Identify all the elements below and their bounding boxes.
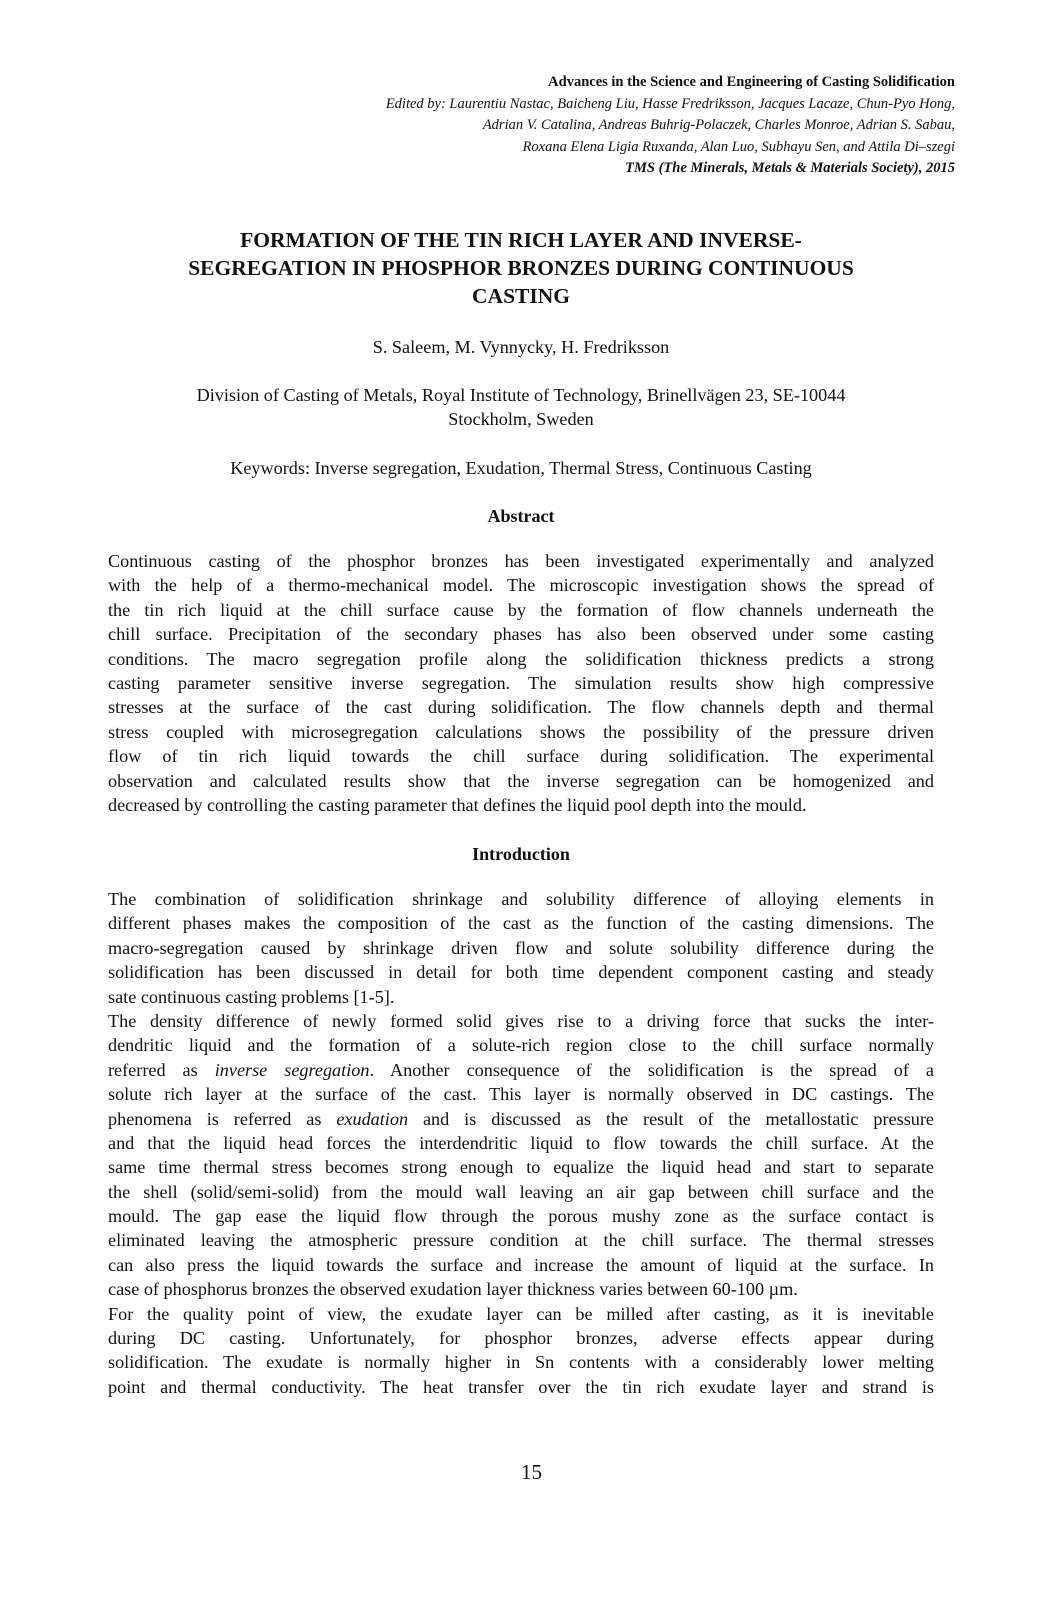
intro-line: same time thermal stress becomes strong enough to equalize the liquid head and start to separate [108, 1157, 934, 1178]
abstract-line: Continuous casting of the phosphor bronzes has been investigated experimentally and analyzed [108, 551, 934, 571]
abstract-line: conditions. The macro segregation profile along the solidification thickness predicts a strong [108, 648, 934, 669]
page-number: 15 [521, 1460, 542, 1484]
intro-line: macro-segregation caused by shrinkage driven flow and solute solubility difference during the [108, 937, 934, 958]
abstract-line: with the help of a thermo-mechanical model. The microscopic investigation shows the spread of [108, 575, 934, 596]
abstract-line: chill surface. Precipitation of the secondary phases has also been observed under some casting [108, 624, 934, 645]
abstract-line: stresses at the surface of the cast during solidification. The flow channels depth and thermal [108, 697, 934, 718]
intro-line: solidification has been discussed in detail for both time dependent component casting and steady [108, 962, 934, 983]
intro-line: The density difference of newly formed solid gives rise to a driving force that sucks the inter- [108, 1010, 934, 1031]
running-header [386, 72, 955, 180]
affiliation [108, 383, 934, 431]
title-line: FORMATION OF THE TIN RICH LAYER AND INVERSE- [240, 228, 802, 252]
intro-line: The combination of solidification shrinkage and solubility difference of alloying elements in [108, 889, 934, 909]
intro-line: different phases makes the composition of the cast as the function of the casting dimensions. The [108, 913, 934, 934]
intro-line: case of phosphorus bronzes the observed exudation layer thickness varies between 60-100 µm. [108, 1279, 798, 1300]
emphasis-term: inverse segregation [214, 1059, 370, 1080]
emphasis-term: exudation [336, 1108, 409, 1129]
keywords-text: Keywords: Inverse segregation, Exudation, Thermal Stress, Continuous Casting [230, 458, 812, 478]
editors-line-3: Roxana Elena Ligia Ruxanda, Alan Luo, Subhayu Sen, and Attila Di–szegi [522, 138, 955, 155]
book-title: Advances in the Science and Engineering of Casting Solidification [548, 74, 955, 90]
intro-line: the shell (solid/semi-solid) from the mould wall leaving an air gap between chill surface and the [108, 1181, 934, 1202]
abstract-line: flow of tin rich liquid towards the chill surface during solidification. The experimental [108, 746, 934, 767]
abstract-line: observation and calculated results show that the inverse segregation can be homogenized and [108, 770, 934, 791]
introduction-body [108, 887, 934, 1399]
abstract-line: the tin rich liquid at the chill surface cause by the formation of flow channels underneath the [108, 599, 934, 620]
text-run: and is discussed as the result of the metallostatic pressure [408, 1108, 935, 1129]
editors-line-1: Edited by: Laurentiu Nastac, Baicheng Liu, Hasse Fredriksson, Jacques Lacaze, Chun-Pyo Hong, [385, 95, 955, 112]
intro-line: and that the liquid head forces the interdendritic liquid to flow towards the chill surface. At the [108, 1132, 934, 1153]
intro-line: mould. The gap ease the liquid flow through the porous mushy zone as the surface contact is [108, 1206, 934, 1227]
authors [108, 335, 934, 359]
affiliation-line: Stockholm, Sweden [448, 409, 594, 430]
introduction-heading: Introduction [472, 844, 570, 864]
intro-line: sate continuous casting problems [1-5]. [108, 986, 395, 1007]
title-line: SEGREGATION IN PHOSPHOR BRONZES DURING CONTINUOUS [188, 256, 854, 280]
keywords [108, 456, 934, 480]
intro-line [108, 1058, 934, 1082]
intro-line: eliminated leaving the atmospheric pressure condition at the chill surface. The thermal stresses [108, 1230, 934, 1251]
authors-text: S. Saleem, M. Vynnycky, H. Fredriksson [372, 337, 670, 357]
text-run: phenomena is referred as [108, 1108, 337, 1129]
abstract-line: decreased by controlling the casting parameter that defines the liquid pool depth into the mould. [108, 794, 807, 815]
intro-line: solidification. The exudate is normally higher in Sn contents with a considerably lower melting [108, 1352, 934, 1373]
intro-line: For the quality point of view, the exudate layer can be milled after casting, as it is inevitable [108, 1303, 934, 1324]
abstract-line: stress coupled with microsegregation calculations shows the possibility of the pressure driven [108, 721, 934, 742]
publisher: TMS (The Minerals, Metals & Materials Society), 2015 [625, 160, 955, 176]
title-line: CASTING [472, 284, 570, 308]
affiliation-line: Division of Casting of Metals, Royal Institute of Technology, Brinellvägen 23, SE-10044 [196, 385, 846, 405]
intro-line: point and thermal conductivity. The heat transfer over the tin rich exudate layer and strand is [108, 1376, 934, 1397]
intro-line: during DC casting. Unfortunately, for phosphor bronzes, adverse effects appear during [108, 1328, 934, 1349]
intro-line: solute rich layer at the surface of the cast. This layer is normally observed in DC castings. The [108, 1084, 934, 1105]
intro-line: dendritic liquid and the formation of a solute-rich region close to the chill surface normally [108, 1035, 934, 1056]
abstract-body [108, 549, 934, 817]
abstract-line: casting parameter sensitive inverse segregation. The simulation results show high compressive [108, 672, 934, 693]
paper-title [108, 226, 934, 310]
text-run: . Another consequence of the solidification is the spread of a [369, 1059, 934, 1080]
intro-line: can also press the liquid towards the surface and increase the amount of liquid at the surface. In [108, 1254, 934, 1275]
abstract-heading: Abstract [487, 506, 555, 526]
editors-line-2: Adrian V. Catalina, Andreas Buhrig-Polaczek, Charles Monroe, Adrian S. Sabau, [482, 117, 955, 133]
text-run: referred as [108, 1059, 215, 1080]
intro-line [108, 1107, 934, 1131]
